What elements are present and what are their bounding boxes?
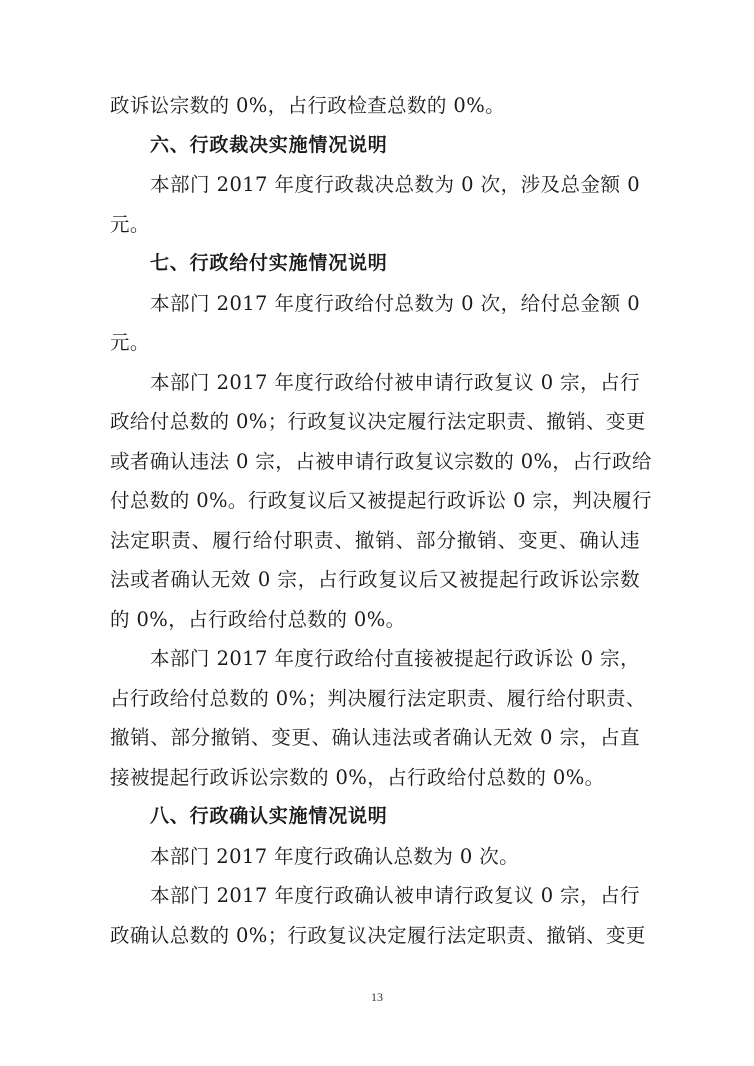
text-line-13: 法或者确认无效 0 宗，占行政复议后又被提起行政诉讼宗数 (110, 568, 640, 591)
text-line-1: 政诉讼宗数的 0%，占行政检查总数的 0%。 (110, 94, 506, 117)
section-heading-6: 六、行政裁决实施情况说明 (150, 133, 388, 156)
text-line-16: 占行政给付总数的 0%；判决履行法定职责、履行给付职责、 (110, 686, 646, 710)
page-number: 13 (371, 990, 383, 1004)
text-line-11: 付总数的 0%。行政复议后又被提起行政诉讼 0 宗，判决履行 (110, 489, 652, 512)
text-line-14: 的 0%，占行政给付总数的 0%。 (110, 607, 406, 631)
text-line-12: 法定职责、履行给付职责、撤销、部分撤销、变更、确认违 (110, 528, 640, 552)
section-heading-8: 八、行政确认实施情况说明 (150, 805, 388, 827)
text-line-8: 本部门 2017 年度行政给付被申请行政复议 0 宗，占行 (150, 370, 640, 394)
text-line-20: 本部门 2017 年度行政确认总数为 0 次。 (150, 844, 520, 868)
text-line-10: 或者确认违法 0 宗，占被申请行政复议宗数的 0%，占行政给 (110, 449, 652, 473)
text-line-17: 撤销、部分撤销、变更、确认违法或者确认无效 0 宗，占直 (110, 726, 640, 749)
text-line-22: 政确认总数的 0%；行政复议决定履行法定职责、撤销、变更 (110, 923, 646, 947)
text-line-7: 元。 (110, 331, 150, 354)
text-line-9: 政给付总数的 0%；行政复议决定履行法定职责、撤销、变更 (110, 410, 646, 433)
text-line-15: 本部门 2017 年度行政给付直接被提起行政诉讼 0 宗， (150, 647, 640, 670)
text-line-4: 元。 (110, 212, 150, 236)
section-heading-7: 七、行政给付实施情况说明 (150, 252, 388, 274)
document-body (110, 86, 652, 955)
text-line-3: 本部门 2017 年度行政裁决总数为 0 次，涉及总金额 0 (150, 173, 640, 196)
text-line-6: 本部门 2017 年度行政给付总数为 0 次，给付总金额 0 (150, 291, 640, 315)
text-line-18: 接被提起行政诉讼宗数的 0%，占行政给付总数的 0%。 (110, 765, 605, 789)
text-line-21: 本部门 2017 年度行政确认被申请行政复议 0 宗，占行 (150, 884, 640, 907)
